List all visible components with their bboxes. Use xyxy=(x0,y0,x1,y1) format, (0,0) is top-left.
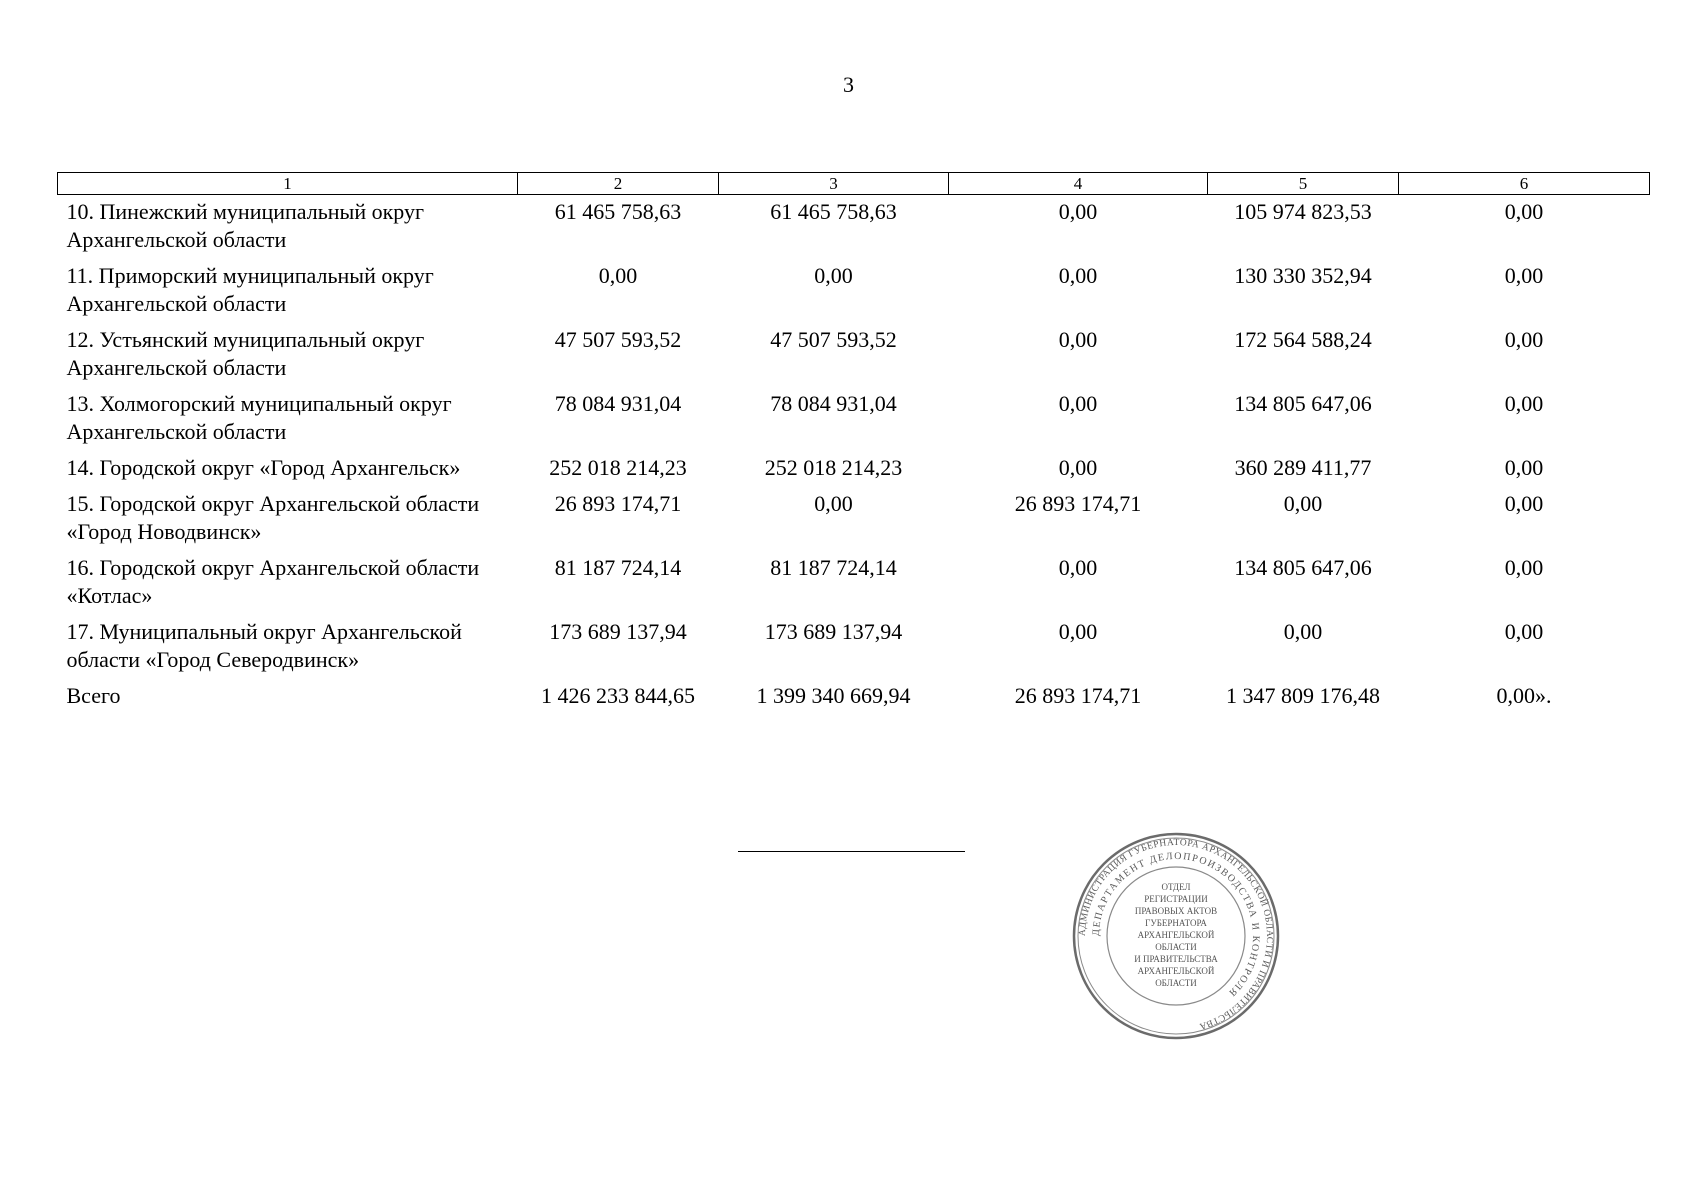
allocation-table xyxy=(57,172,1650,718)
stamp-line: ОБЛАСТИ xyxy=(1155,942,1197,952)
amount-cell: 26 893 174,71 xyxy=(554,491,682,516)
table-row xyxy=(58,618,1650,682)
table-row xyxy=(58,390,1650,454)
amount-cell: 81 187 724,14 xyxy=(554,555,682,580)
total-amount: 1 426 233 844,65 xyxy=(541,683,695,708)
column-number: 2 xyxy=(518,173,719,195)
amount-cell: 0,00 xyxy=(1283,619,1323,644)
column-number: 6 xyxy=(1399,173,1650,195)
municipality-name: 17. Муниципальный округ Архангельской области «Город Северодвинск» xyxy=(66,619,462,672)
column-number: 1 xyxy=(58,173,518,195)
amount-cell: 0,00 xyxy=(1058,455,1098,480)
amount-cell: 0,00 xyxy=(1504,455,1544,480)
stamp-line: ОБЛАСТИ xyxy=(1155,978,1197,988)
amount-cell: 173 689 137,94 xyxy=(764,619,903,644)
total-amount: 26 893 174,71 xyxy=(1014,683,1142,708)
municipality-name: 16. Городской округ Архангельской области «Котлас» xyxy=(66,555,480,608)
amount-cell: 0,00 xyxy=(1058,199,1098,224)
amount-cell: 0,00 xyxy=(1504,619,1544,644)
column-number: 4 xyxy=(949,173,1208,195)
stamp-line: ГУБЕРНАТОРА xyxy=(1145,918,1207,928)
total-amount: 1 399 340 669,94 xyxy=(756,683,911,708)
amount-cell: 78 084 931,04 xyxy=(770,391,897,416)
amount-cell: 81 187 724,14 xyxy=(770,555,897,580)
table-row xyxy=(58,554,1650,618)
amount-cell: 0,00 xyxy=(1058,555,1098,580)
amount-cell: 47 507 593,52 xyxy=(770,327,897,352)
amount-cell: 0,00 xyxy=(598,263,638,288)
stamp-line: И ПРАВИТЕЛЬСТВА xyxy=(1134,954,1218,964)
amount-cell: 0,00 xyxy=(1504,327,1544,352)
municipality-name: 13. Холмогорский муниципальный округ Архангельской области xyxy=(66,391,452,444)
amount-cell: 0,00 xyxy=(1504,199,1544,224)
amount-cell: 130 330 352,94 xyxy=(1234,263,1372,288)
amount-cell: 47 507 593,52 xyxy=(554,327,682,352)
column-number: 3 xyxy=(719,173,949,195)
stamp-line: РЕГИСТРАЦИИ xyxy=(1144,894,1208,904)
amount-cell: 61 465 758,63 xyxy=(554,199,682,224)
municipality-name: 11. Приморский муниципальный округ Архангельской области xyxy=(66,263,434,316)
stamp-line: ПРАВОВЫХ АКТОВ xyxy=(1134,906,1218,916)
total-row xyxy=(58,682,1650,718)
amount-cell: 61 465 758,63 xyxy=(770,199,897,224)
total-amount: 1 347 809 176,48 xyxy=(1226,683,1380,708)
amount-cell: 172 564 588,24 xyxy=(1234,327,1372,352)
amount-cell: 252 018 214,23 xyxy=(549,455,687,480)
column-number-row xyxy=(58,173,1650,195)
total-amount: 0,00». xyxy=(1496,683,1552,708)
stamp-outer-text: АДМИНИСТРАЦИЯ ГУБЕРНАТОРА АРХАНГЕЛЬСКОЙ ОБЛАСТИ И ПРАВИТЕЛЬСТВА xyxy=(1077,837,1275,1031)
municipality-name: 15. Городской округ Архангельской области «Город Новодвинск» xyxy=(66,491,480,544)
amount-cell: 0,00 xyxy=(1058,263,1098,288)
stamp-inner-text: ДЕПАРТАМЕНТ ДЕЛОПРОИЗВОДСТВА И КОНТРОЛЯ xyxy=(1090,850,1262,999)
column-number: 5 xyxy=(1208,173,1399,195)
amount-cell: 0,00 xyxy=(1058,391,1098,416)
amount-cell: 78 084 931,04 xyxy=(554,391,682,416)
amount-cell: 0,00 xyxy=(814,263,853,288)
official-stamp xyxy=(1070,830,1282,1042)
amount-cell: 0,00 xyxy=(1504,263,1544,288)
amount-cell: 105 974 823,53 xyxy=(1234,199,1372,224)
stamp-seal-icon xyxy=(1070,830,1282,1042)
municipality-name: 14. Городской округ «Город Архангельск» xyxy=(66,455,461,480)
amount-cell: 134 805 647,06 xyxy=(1234,391,1372,416)
municipality-name: 10. Пинежский муниципальный округ Архангельской области xyxy=(66,199,425,252)
amount-cell: 0,00 xyxy=(1058,619,1098,644)
municipality-name: 12. Устьянский муниципальный округ Архангельской области xyxy=(66,327,425,380)
amount-cell: 0,00 xyxy=(1283,491,1323,516)
amount-cell: 0,00 xyxy=(1058,327,1098,352)
stamp-line: ОТДЕЛ xyxy=(1161,882,1191,892)
amount-cell: 0,00 xyxy=(1504,491,1544,516)
signature-line xyxy=(738,851,965,852)
amount-cell: 173 689 137,94 xyxy=(549,619,687,644)
table-row xyxy=(58,490,1650,554)
table-row xyxy=(58,195,1650,263)
amount-cell: 0,00 xyxy=(814,491,853,516)
page-number: 3 xyxy=(843,72,854,97)
stamp-line: АРХАНГЕЛЬСКОЙ xyxy=(1137,966,1215,976)
amount-cell: 134 805 647,06 xyxy=(1234,555,1372,580)
amount-cell: 252 018 214,23 xyxy=(764,455,903,480)
table-row xyxy=(58,326,1650,390)
total-label: Всего xyxy=(66,683,121,708)
amount-cell: 26 893 174,71 xyxy=(1014,491,1142,516)
table-row xyxy=(58,262,1650,326)
amount-cell: 0,00 xyxy=(1504,555,1544,580)
amount-cell: 0,00 xyxy=(1504,391,1544,416)
table-row xyxy=(58,454,1650,490)
amount-cell: 360 289 411,77 xyxy=(1234,455,1372,480)
stamp-line: АРХАНГЕЛЬСКОЙ xyxy=(1137,930,1215,940)
